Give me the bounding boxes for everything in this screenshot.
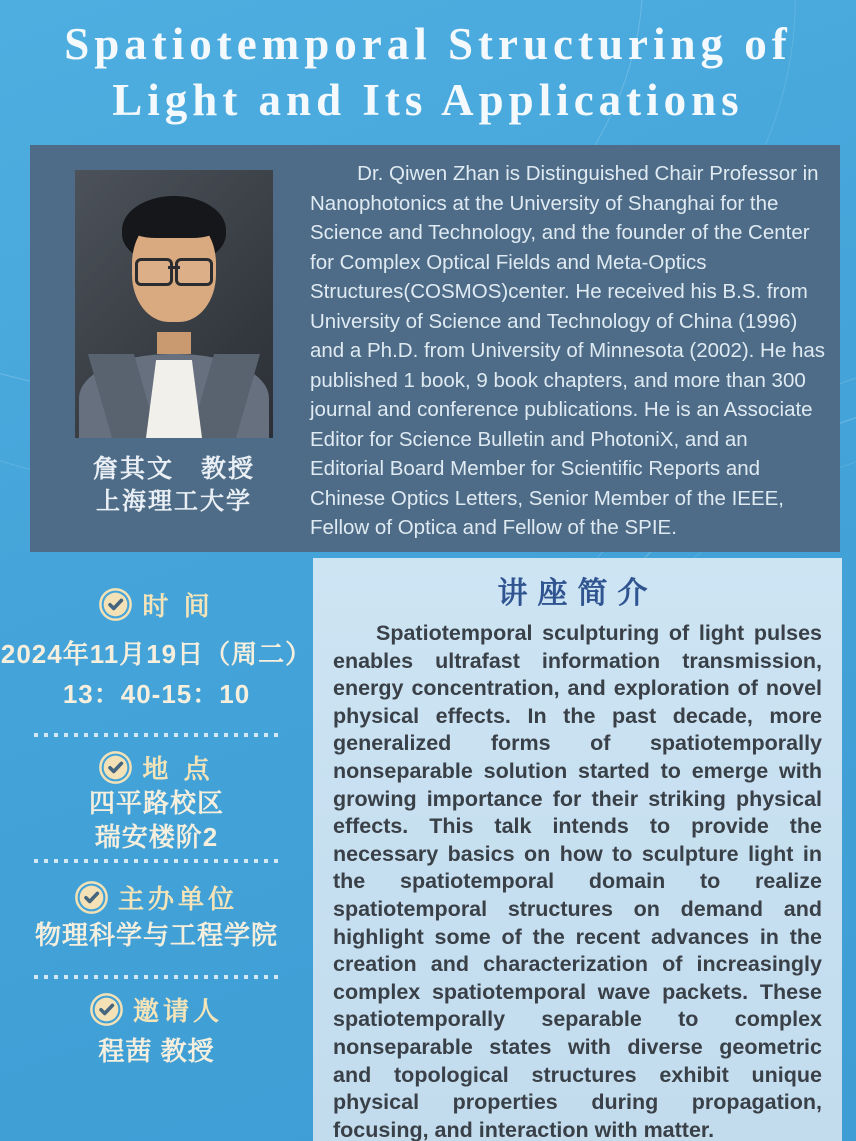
speaker-photo	[75, 170, 273, 438]
poster-title-line1: Spatiotemporal Structuring of	[64, 19, 792, 69]
section-inviter	[0, 991, 313, 1027]
section-time	[0, 586, 313, 622]
organizer-name: 物理科学与工程学院	[34, 920, 278, 950]
section-inviter-label: 邀请人	[132, 995, 223, 1026]
section-organizer	[0, 879, 313, 915]
abstract-panel	[313, 558, 842, 1141]
speaker-name: 詹其文 教授	[92, 455, 255, 483]
speaker-affiliation: 上海理工大学	[96, 488, 252, 515]
dotted-divider	[34, 733, 279, 737]
event-campus: 四平路校区	[88, 788, 224, 818]
event-details-column	[0, 560, 313, 1069]
abstract-heading: 讲座简介	[497, 577, 658, 610]
section-location-label: 地 点	[142, 753, 214, 784]
event-date: 2024年11月19日（周二）	[0, 639, 313, 669]
section-organizer-label: 主办单位	[117, 883, 238, 914]
check-icon	[99, 588, 132, 621]
section-location	[0, 749, 313, 785]
poster-title	[0, 16, 856, 128]
event-room: 瑞安楼阶2	[94, 822, 219, 852]
photo-fringe	[130, 208, 218, 238]
speaker-bio-card	[30, 145, 840, 552]
section-time-label: 时 间	[142, 590, 214, 621]
check-icon	[90, 993, 123, 1026]
speaker-bio-text: Dr. Qiwen Zhan is Distinguished Chair Professor in Nanophotonics at the University of Shanghai for the Science and Technology, and the founder of the Center for Complex Optical Fields and Meta-Optics Structures(COSMOS)center. He received his B.S. from University of Science and Technology of China (1996) and a Ph.D. from University of Minnesota (2002). He has published 1 book, 9 book chapters, and more than 300 journal and conference publications. He is an Associate Editor for Science Bulletin and PhotoniX, and an Editorial Board Member for Scientific Reports and Chinese Optics Letters, Senior Member of the IEEE, Fellow of Optica and Fellow of the SPIE.	[310, 162, 826, 539]
photo-glasses	[133, 258, 215, 280]
photo-neck	[157, 332, 191, 354]
event-time: 13：40-15：10	[62, 679, 251, 709]
check-icon	[75, 881, 108, 914]
poster-title-line2: Light and Its Applications	[112, 75, 744, 125]
check-icon	[99, 751, 132, 784]
inviter-name: 程茜 教授	[98, 1036, 215, 1066]
abstract-body: Spatiotemporal sculpturing of light pulses enables ultrafast information transmission, energy concentration, and exploration of novel physical effects. In the past decade, more generalized forms of spatiotemporally nonseparable solution started to emerge with growing importance for their striking physical effects. This talk intends to provide the necessary basics on how to sculpture light in the spatiotemporal domain to realize spatiotemporal structures on demand and highlight some of the recent advances in the creation and characterization of increasingly complex spatiotemporal wave packets. These spatiotemporally separable to complex nonseparable states with diverse geometric and topological structures exhibit unique physical properties during propagation, focusing, and interaction with matter.	[333, 621, 822, 1141]
dotted-divider	[34, 975, 279, 979]
dotted-divider	[34, 859, 279, 863]
